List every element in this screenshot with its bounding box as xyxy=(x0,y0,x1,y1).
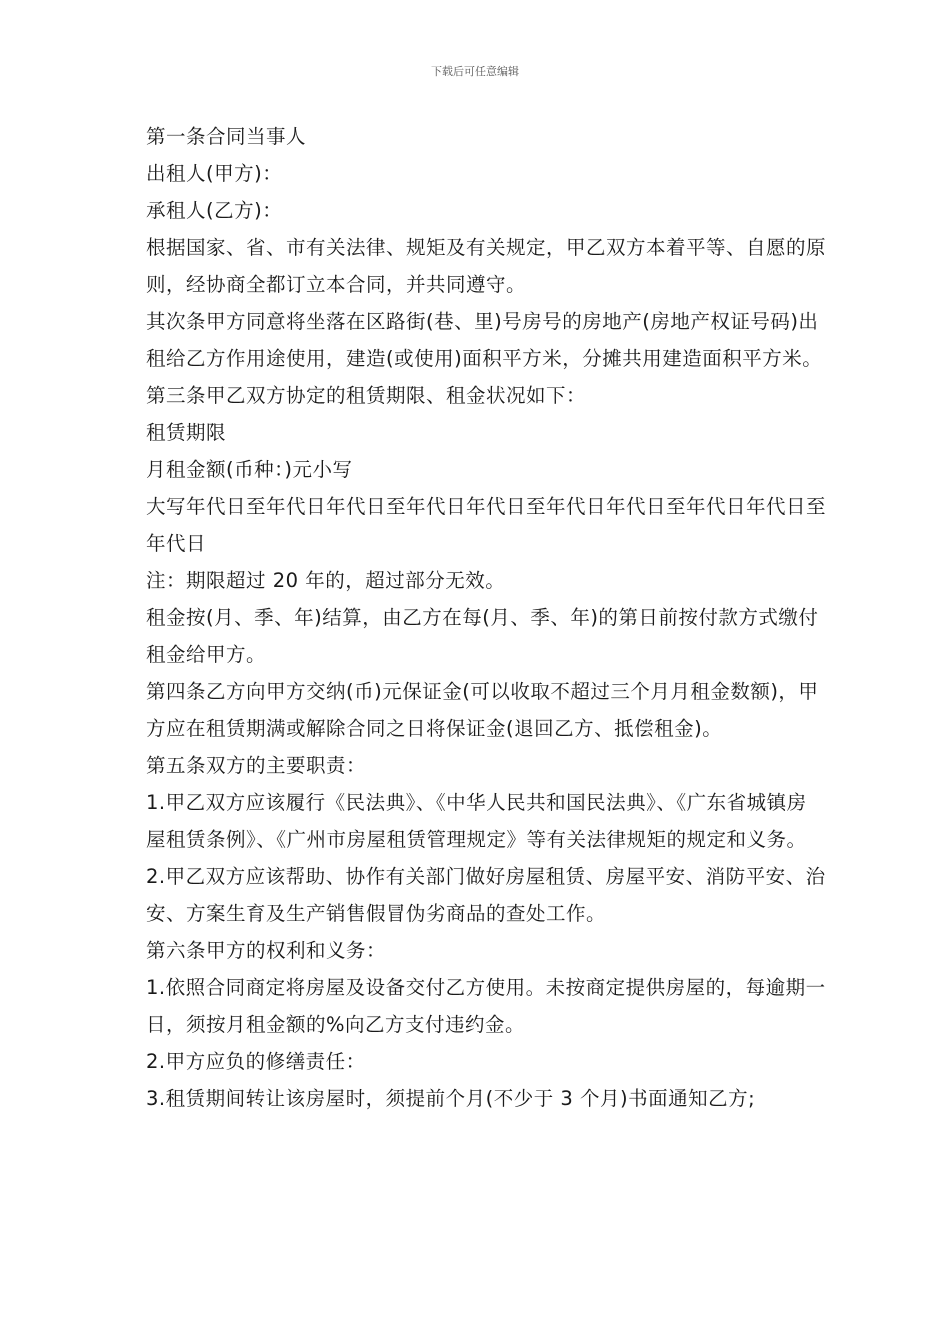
clause-6-item-3: 3.租赁期间转让该房屋时，须提前个月(不少于 3 个月)书面通知乙方; xyxy=(146,1087,756,1110)
clause-3-title: 第三条甲乙双方协定的租赁期限、租金状况如下： xyxy=(146,384,587,407)
document-body xyxy=(146,118,826,1117)
preamble-paragraph: 根据国家、省、市有关法律、规矩及有关规定，甲乙双方本着平等、自愿的原则，经协商全都订立本合同，并共同遵守。 xyxy=(146,236,827,296)
page-header: 下载后可任意编辑 xyxy=(431,65,519,78)
clause-2-paragraph: 其次条甲方同意将坐落在区路街(巷、里)号房号的房地产(房地产权证号码)出租给乙方作用途使用，建造(或使用)面积平方米，分摊共用建造面积平方米。 xyxy=(146,310,823,370)
clause-6-title: 第六条甲方的权利和义务： xyxy=(146,939,387,962)
clause-5-item-2: 2.甲乙双方应该帮助、协作有关部门做好房屋租赁、房屋平安、消防平安、治安、方案生育及生产销售假冒伪劣商品的查处工作。 xyxy=(146,865,826,925)
clause-6-item-1: 1.依照合同商定将房屋及设备交付乙方使用。未按商定提供房屋的，每逾期一日，须按月租金额的%向乙方支付违约金。 xyxy=(146,976,826,1036)
lease-term-line: 租赁期限 xyxy=(146,421,227,444)
lessor-line: 出租人(甲方)： xyxy=(146,162,283,185)
clause-1-title: 第一条合同当事人 xyxy=(146,125,307,148)
clause-5-item-1: 1.甲乙双方应该履行《民法典》、《中华人民共和国民法典》、《广东省城镇房屋租赁条例》、《广州市房屋租赁管理规定》等有关法律规矩的规定和义务。 xyxy=(146,791,807,851)
rent-dates-paragraph: 大写年代日至年代日年代日至年代日年代日至年代日年代日至年代日年代日至年代日 xyxy=(146,495,827,555)
rent-settlement-paragraph: 租金按(月、季、年)结算，由乙方在每(月、季、年)的第日前按付款方式缴付租金给甲方。 xyxy=(146,606,819,666)
lessee-line: 承租人(乙方)： xyxy=(146,199,283,222)
clause-4-paragraph: 第四条乙方向甲方交纳(币)元保证金(可以收取不超过三个月月租金数额)，甲方应在租赁期满或解除合同之日将保证金(退回乙方、抵偿租金)。 xyxy=(146,680,819,740)
term-note: 注：期限超过 20 年的，超过部分无效。 xyxy=(146,569,506,592)
clause-5-title: 第五条双方的主要职责： xyxy=(146,754,367,777)
clause-6-item-2: 2.甲方应负的修缮责任： xyxy=(146,1050,366,1073)
monthly-rent-line: 月租金额(币种：)元小写 xyxy=(146,458,353,481)
